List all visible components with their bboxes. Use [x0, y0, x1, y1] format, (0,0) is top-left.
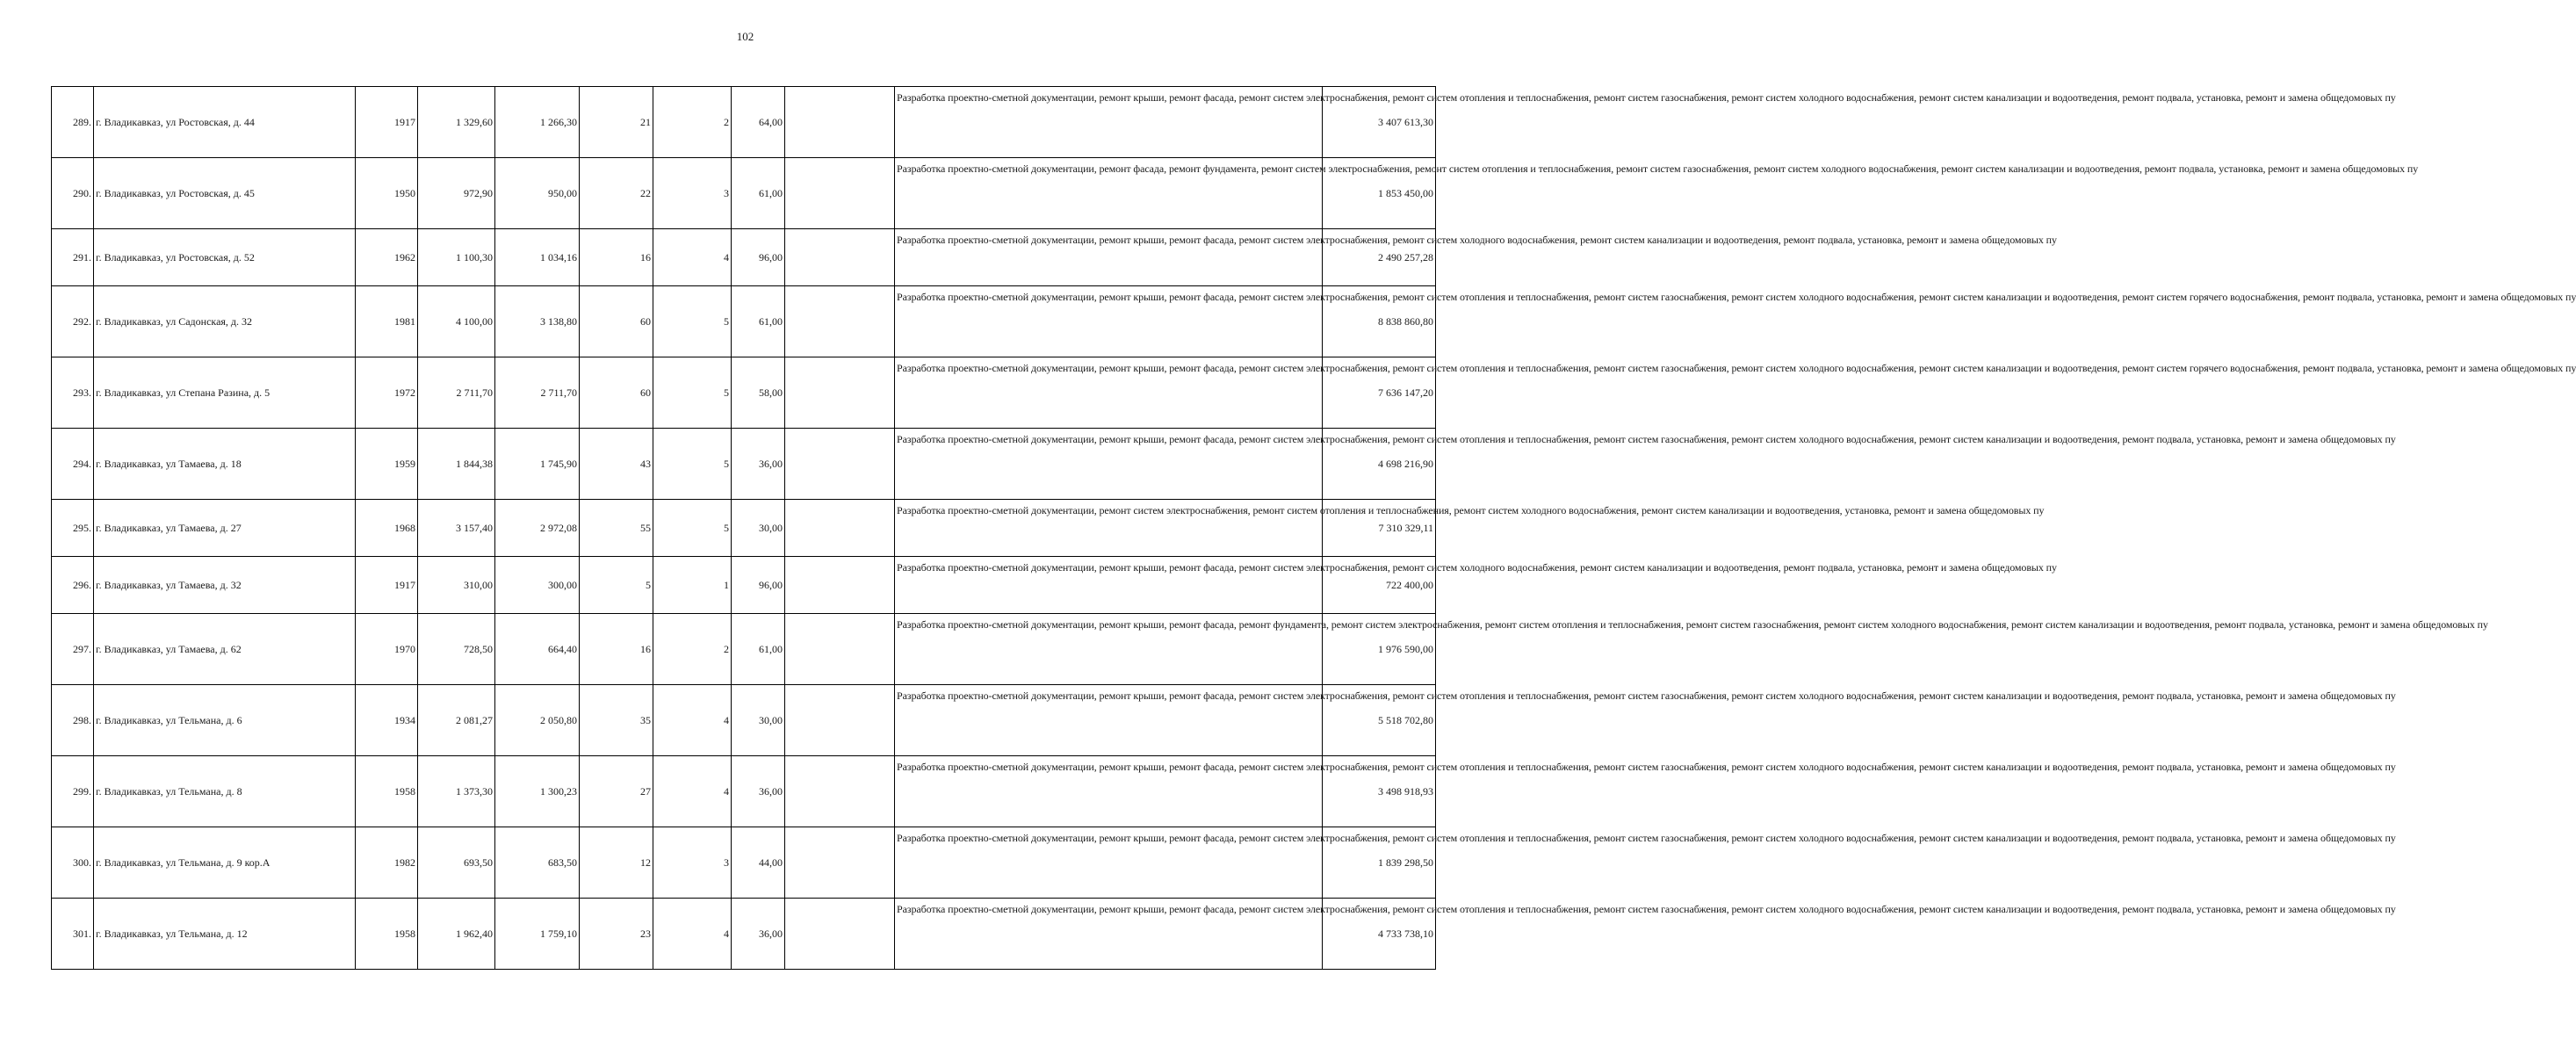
- cost-cell: 1 976 590,00: [1323, 614, 1436, 685]
- floors-cell: 3: [653, 158, 732, 229]
- total-area-cell: 972,90: [418, 158, 495, 229]
- row-number: 297.: [52, 614, 94, 685]
- cost-cell: 5 518 702,80: [1323, 685, 1436, 756]
- cost-cell: 4 733 738,10: [1323, 899, 1436, 970]
- year-built-cell: 1934: [356, 685, 418, 756]
- total-area-cell: 2 711,70: [418, 357, 495, 429]
- year-built-cell: 1970: [356, 614, 418, 685]
- row-number: 301.: [52, 899, 94, 970]
- residents-cell: 5: [580, 557, 653, 614]
- wear-percent-cell: 36,00: [732, 899, 785, 970]
- year-built-cell: 1968: [356, 500, 418, 557]
- living-area-cell: 1 034,16: [495, 229, 580, 286]
- empty-cell: [785, 158, 895, 229]
- cost-cell: 7 310 329,11: [1323, 500, 1436, 557]
- residents-cell: 22: [580, 158, 653, 229]
- table-row: [52, 286, 1436, 357]
- row-number: 298.: [52, 685, 94, 756]
- row-number: 291.: [52, 229, 94, 286]
- residents-cell: 27: [580, 756, 653, 827]
- works-text: Разработка проектно-сметной документации, ремонт крыши, ремонт фасада, ремонт систем электроснабжения, ремонт систем отопления и теплоснабжения, ремонт систем газоснабжения, ремонт систем холодного водоснабжения, ремонт систем канализации и водоотведения, ремонт систем горячего водоснабжения, ремонт подвала, установка, ремонт и замена общедомовых пу: [897, 290, 2576, 303]
- total-area-cell: 4 100,00: [418, 286, 495, 357]
- wear-percent-cell: 58,00: [732, 357, 785, 429]
- floors-cell: 4: [653, 756, 732, 827]
- living-area-cell: 1 745,90: [495, 429, 580, 500]
- empty-cell: [785, 357, 895, 429]
- floors-cell: 5: [653, 500, 732, 557]
- living-area-cell: 300,00: [495, 557, 580, 614]
- total-area-cell: 1 373,30: [418, 756, 495, 827]
- empty-cell: [785, 756, 895, 827]
- address-cell: г. Владикавказ, ул Ростовская, д. 45: [94, 158, 356, 229]
- row-number: 294.: [52, 429, 94, 500]
- address-cell: г. Владикавказ, ул Тельмана, д. 9 кор.А: [94, 827, 356, 899]
- address-cell: г. Владикавказ, ул Тамаева, д. 62: [94, 614, 356, 685]
- address-cell: г. Владикавказ, ул Ростовская, д. 52: [94, 229, 356, 286]
- row-number: 296.: [52, 557, 94, 614]
- wear-percent-cell: 61,00: [732, 158, 785, 229]
- works-text: Разработка проектно-сметной документации, ремонт крыши, ремонт фасада, ремонт систем электроснабжения, ремонт систем отопления и теплоснабжения, ремонт систем газоснабжения, ремонт систем холодного водоснабжения, ремонт систем канализации и водоотведения, ремонт подвала, установка, ремонт и замена общедомовых пу: [897, 432, 2396, 445]
- floors-cell: 5: [653, 357, 732, 429]
- wear-percent-cell: 36,00: [732, 429, 785, 500]
- wear-percent-cell: 96,00: [732, 557, 785, 614]
- works-text: Разработка проектно-сметной документации, ремонт крыши, ремонт фасада, ремонт систем электроснабжения, ремонт систем холодного водоснабжения, ремонт систем канализации и водоотведения, ремонт подвала, установка, ремонт и замена общедомовых пу: [897, 560, 2057, 574]
- empty-cell: [785, 429, 895, 500]
- year-built-cell: 1950: [356, 158, 418, 229]
- row-number: 289.: [52, 87, 94, 158]
- works-text: Разработка проектно-сметной документации, ремонт фасада, ремонт фундамента, ремонт систем электроснабжения, ремонт систем отопления и теплоснабжения, ремонт систем газоснабжения, ремонт систем холодного водоснабжения, ремонт систем канализации и водоотведения, ремонт подвала, установка, ремонт и замена общедомовых пу: [897, 162, 2419, 175]
- living-area-cell: 683,50: [495, 827, 580, 899]
- table-row: [52, 614, 1436, 685]
- living-area-cell: 3 138,80: [495, 286, 580, 357]
- floors-cell: 4: [653, 899, 732, 970]
- table-row: [52, 87, 1436, 158]
- total-area-cell: 1 329,60: [418, 87, 495, 158]
- empty-cell: [785, 229, 895, 286]
- floors-cell: 2: [653, 614, 732, 685]
- table-row: [52, 899, 1436, 970]
- empty-cell: [785, 827, 895, 899]
- empty-cell: [785, 500, 895, 557]
- residents-cell: 43: [580, 429, 653, 500]
- living-area-cell: 1 266,30: [495, 87, 580, 158]
- floors-cell: 5: [653, 429, 732, 500]
- table-body: [52, 87, 2576, 970]
- table-row: [52, 827, 1436, 899]
- total-area-cell: 693,50: [418, 827, 495, 899]
- cost-cell: 2 490 257,28: [1323, 229, 1436, 286]
- year-built-cell: 1981: [356, 286, 418, 357]
- cost-cell: 3 498 918,93: [1323, 756, 1436, 827]
- address-cell: г. Владикавказ, ул Тамаева, д. 32: [94, 557, 356, 614]
- row-number: 290.: [52, 158, 94, 229]
- address-cell: г. Владикавказ, ул Ростовская, д. 44: [94, 87, 356, 158]
- works-text: Разработка проектно-сметной документации, ремонт крыши, ремонт фасада, ремонт систем электроснабжения, ремонт систем холодного водоснабжения, ремонт систем канализации и водоотведения, ремонт подвала, установка, ремонт и замена общедомовых пу: [897, 233, 2057, 246]
- table-row: [52, 229, 1436, 286]
- wear-percent-cell: 96,00: [732, 229, 785, 286]
- floors-cell: 4: [653, 229, 732, 286]
- empty-cell: [785, 685, 895, 756]
- living-area-cell: 950,00: [495, 158, 580, 229]
- cost-cell: 4 698 216,90: [1323, 429, 1436, 500]
- row-number: 293.: [52, 357, 94, 429]
- empty-cell: [785, 614, 895, 685]
- total-area-cell: 2 081,27: [418, 685, 495, 756]
- year-built-cell: 1962: [356, 229, 418, 286]
- total-area-cell: 1 100,30: [418, 229, 495, 286]
- wear-percent-cell: 61,00: [732, 614, 785, 685]
- empty-cell: [785, 286, 895, 357]
- works-text: Разработка проектно-сметной документации, ремонт крыши, ремонт фасада, ремонт систем электроснабжения, ремонт систем отопления и теплоснабжения, ремонт систем газоснабжения, ремонт систем холодного водоснабжения, ремонт систем канализации и водоотведения, ремонт систем горячего водоснабжения, ремонт подвала, установка, ремонт и замена общедомовых пу: [897, 361, 2576, 374]
- cost-cell: 3 407 613,30: [1323, 87, 1436, 158]
- address-cell: г. Владикавказ, ул Тельмана, д. 12: [94, 899, 356, 970]
- table-row: [52, 756, 1436, 827]
- year-built-cell: 1972: [356, 357, 418, 429]
- floors-cell: 1: [653, 557, 732, 614]
- empty-cell: [785, 87, 895, 158]
- residents-cell: 55: [580, 500, 653, 557]
- table-row: [52, 557, 1436, 614]
- wear-percent-cell: 44,00: [732, 827, 785, 899]
- works-text: Разработка проектно-сметной документации, ремонт крыши, ремонт фасада, ремонт систем электроснабжения, ремонт систем отопления и теплоснабжения, ремонт систем газоснабжения, ремонт систем холодного водоснабжения, ремонт систем канализации и водоотведения, ремонт подвала, установка, ремонт и замена общедомовых пу: [897, 689, 2396, 702]
- row-number: 295.: [52, 500, 94, 557]
- cost-cell: 722 400,00: [1323, 557, 1436, 614]
- total-area-cell: 1 844,38: [418, 429, 495, 500]
- total-area-cell: 310,00: [418, 557, 495, 614]
- address-cell: г. Владикавказ, ул Садонская, д. 32: [94, 286, 356, 357]
- empty-cell: [785, 899, 895, 970]
- table-row: [52, 685, 1436, 756]
- wear-percent-cell: 36,00: [732, 756, 785, 827]
- wear-percent-cell: 64,00: [732, 87, 785, 158]
- address-cell: г. Владикавказ, ул Тельмана, д. 8: [94, 756, 356, 827]
- address-cell: г. Владикавказ, ул Тамаева, д. 18: [94, 429, 356, 500]
- living-area-cell: 2 972,08: [495, 500, 580, 557]
- year-built-cell: 1958: [356, 756, 418, 827]
- residents-cell: 35: [580, 685, 653, 756]
- works-text: Разработка проектно-сметной документации, ремонт крыши, ремонт фасада, ремонт систем электроснабжения, ремонт систем отопления и теплоснабжения, ремонт систем газоснабжения, ремонт систем холодного водоснабжения, ремонт систем канализации и водоотведения, ремонт подвала, установка, ремонт и замена общедомовых пу: [897, 831, 2396, 844]
- page-number: 102: [736, 30, 754, 43]
- year-built-cell: 1959: [356, 429, 418, 500]
- floors-cell: 5: [653, 286, 732, 357]
- residents-cell: 12: [580, 827, 653, 899]
- works-text: Разработка проектно-сметной документации, ремонт систем электроснабжения, ремонт систем отопления и теплоснабжения, ремонт систем холодного водоснабжения, ремонт систем канализации и водоотведения, установка, ремонт и замена общедомовых пу: [897, 503, 2045, 516]
- residents-cell: 60: [580, 286, 653, 357]
- address-cell: г. Владикавказ, ул Степана Разина, д. 5: [94, 357, 356, 429]
- floors-cell: 3: [653, 827, 732, 899]
- living-area-cell: 1 759,10: [495, 899, 580, 970]
- residents-cell: 21: [580, 87, 653, 158]
- cost-cell: 1 839 298,50: [1323, 827, 1436, 899]
- wear-percent-cell: 61,00: [732, 286, 785, 357]
- address-cell: г. Владикавказ, ул Тельмана, д. 6: [94, 685, 356, 756]
- row-number: 299.: [52, 756, 94, 827]
- wear-percent-cell: 30,00: [732, 500, 785, 557]
- living-area-cell: 1 300,23: [495, 756, 580, 827]
- year-built-cell: 1958: [356, 899, 418, 970]
- works-text: Разработка проектно-сметной документации, ремонт крыши, ремонт фасада, ремонт систем электроснабжения, ремонт систем отопления и теплоснабжения, ремонт систем газоснабжения, ремонт систем холодного водоснабжения, ремонт систем канализации и водоотведения, ремонт подвала, установка, ремонт и замена общедомовых пу: [897, 902, 2396, 915]
- row-number: 300.: [52, 827, 94, 899]
- works-text: Разработка проектно-сметной документации, ремонт крыши, ремонт фасада, ремонт фундамента, ремонт систем электроснабжения, ремонт систем отопления и теплоснабжения, ремонт систем газоснабжения, ремонт систем холодного водоснабжения, ремонт систем канализации и водоотведения, ремонт подвала, установка, ремонт и замена общедомовых пу: [897, 617, 2488, 631]
- residents-cell: 16: [580, 229, 653, 286]
- year-built-cell: 1917: [356, 87, 418, 158]
- housing-repair-table: [51, 86, 2576, 970]
- total-area-cell: 728,50: [418, 614, 495, 685]
- works-text: Разработка проектно-сметной документации, ремонт крыши, ремонт фасада, ремонт систем электроснабжения, ремонт систем отопления и теплоснабжения, ремонт систем газоснабжения, ремонт систем холодного водоснабжения, ремонт систем канализации и водоотведения, ремонт подвала, установка, ремонт и замена общедомовых пу: [897, 90, 2396, 104]
- living-area-cell: 2 711,70: [495, 357, 580, 429]
- year-built-cell: 1917: [356, 557, 418, 614]
- floors-cell: 4: [653, 685, 732, 756]
- living-area-cell: 664,40: [495, 614, 580, 685]
- table-row: [52, 357, 1436, 429]
- cost-cell: 7 636 147,20: [1323, 357, 1436, 429]
- table-row: [52, 429, 1436, 500]
- residents-cell: 23: [580, 899, 653, 970]
- address-cell: г. Владикавказ, ул Тамаева, д. 27: [94, 500, 356, 557]
- floors-cell: 2: [653, 87, 732, 158]
- year-built-cell: 1982: [356, 827, 418, 899]
- living-area-cell: 2 050,80: [495, 685, 580, 756]
- row-number: 292.: [52, 286, 94, 357]
- cost-cell: 8 838 860,80: [1323, 286, 1436, 357]
- residents-cell: 16: [580, 614, 653, 685]
- cost-cell: 1 853 450,00: [1323, 158, 1436, 229]
- table-row: [52, 500, 1436, 557]
- table-row: [52, 158, 1436, 229]
- total-area-cell: 3 157,40: [418, 500, 495, 557]
- empty-cell: [785, 557, 895, 614]
- residents-cell: 60: [580, 357, 653, 429]
- total-area-cell: 1 962,40: [418, 899, 495, 970]
- wear-percent-cell: 30,00: [732, 685, 785, 756]
- works-text: Разработка проектно-сметной документации, ремонт крыши, ремонт фасада, ремонт систем электроснабжения, ремонт систем отопления и теплоснабжения, ремонт систем газоснабжения, ремонт систем холодного водоснабжения, ремонт систем канализации и водоотведения, ремонт подвала, установка, ремонт и замена общедомовых пу: [897, 760, 2396, 773]
